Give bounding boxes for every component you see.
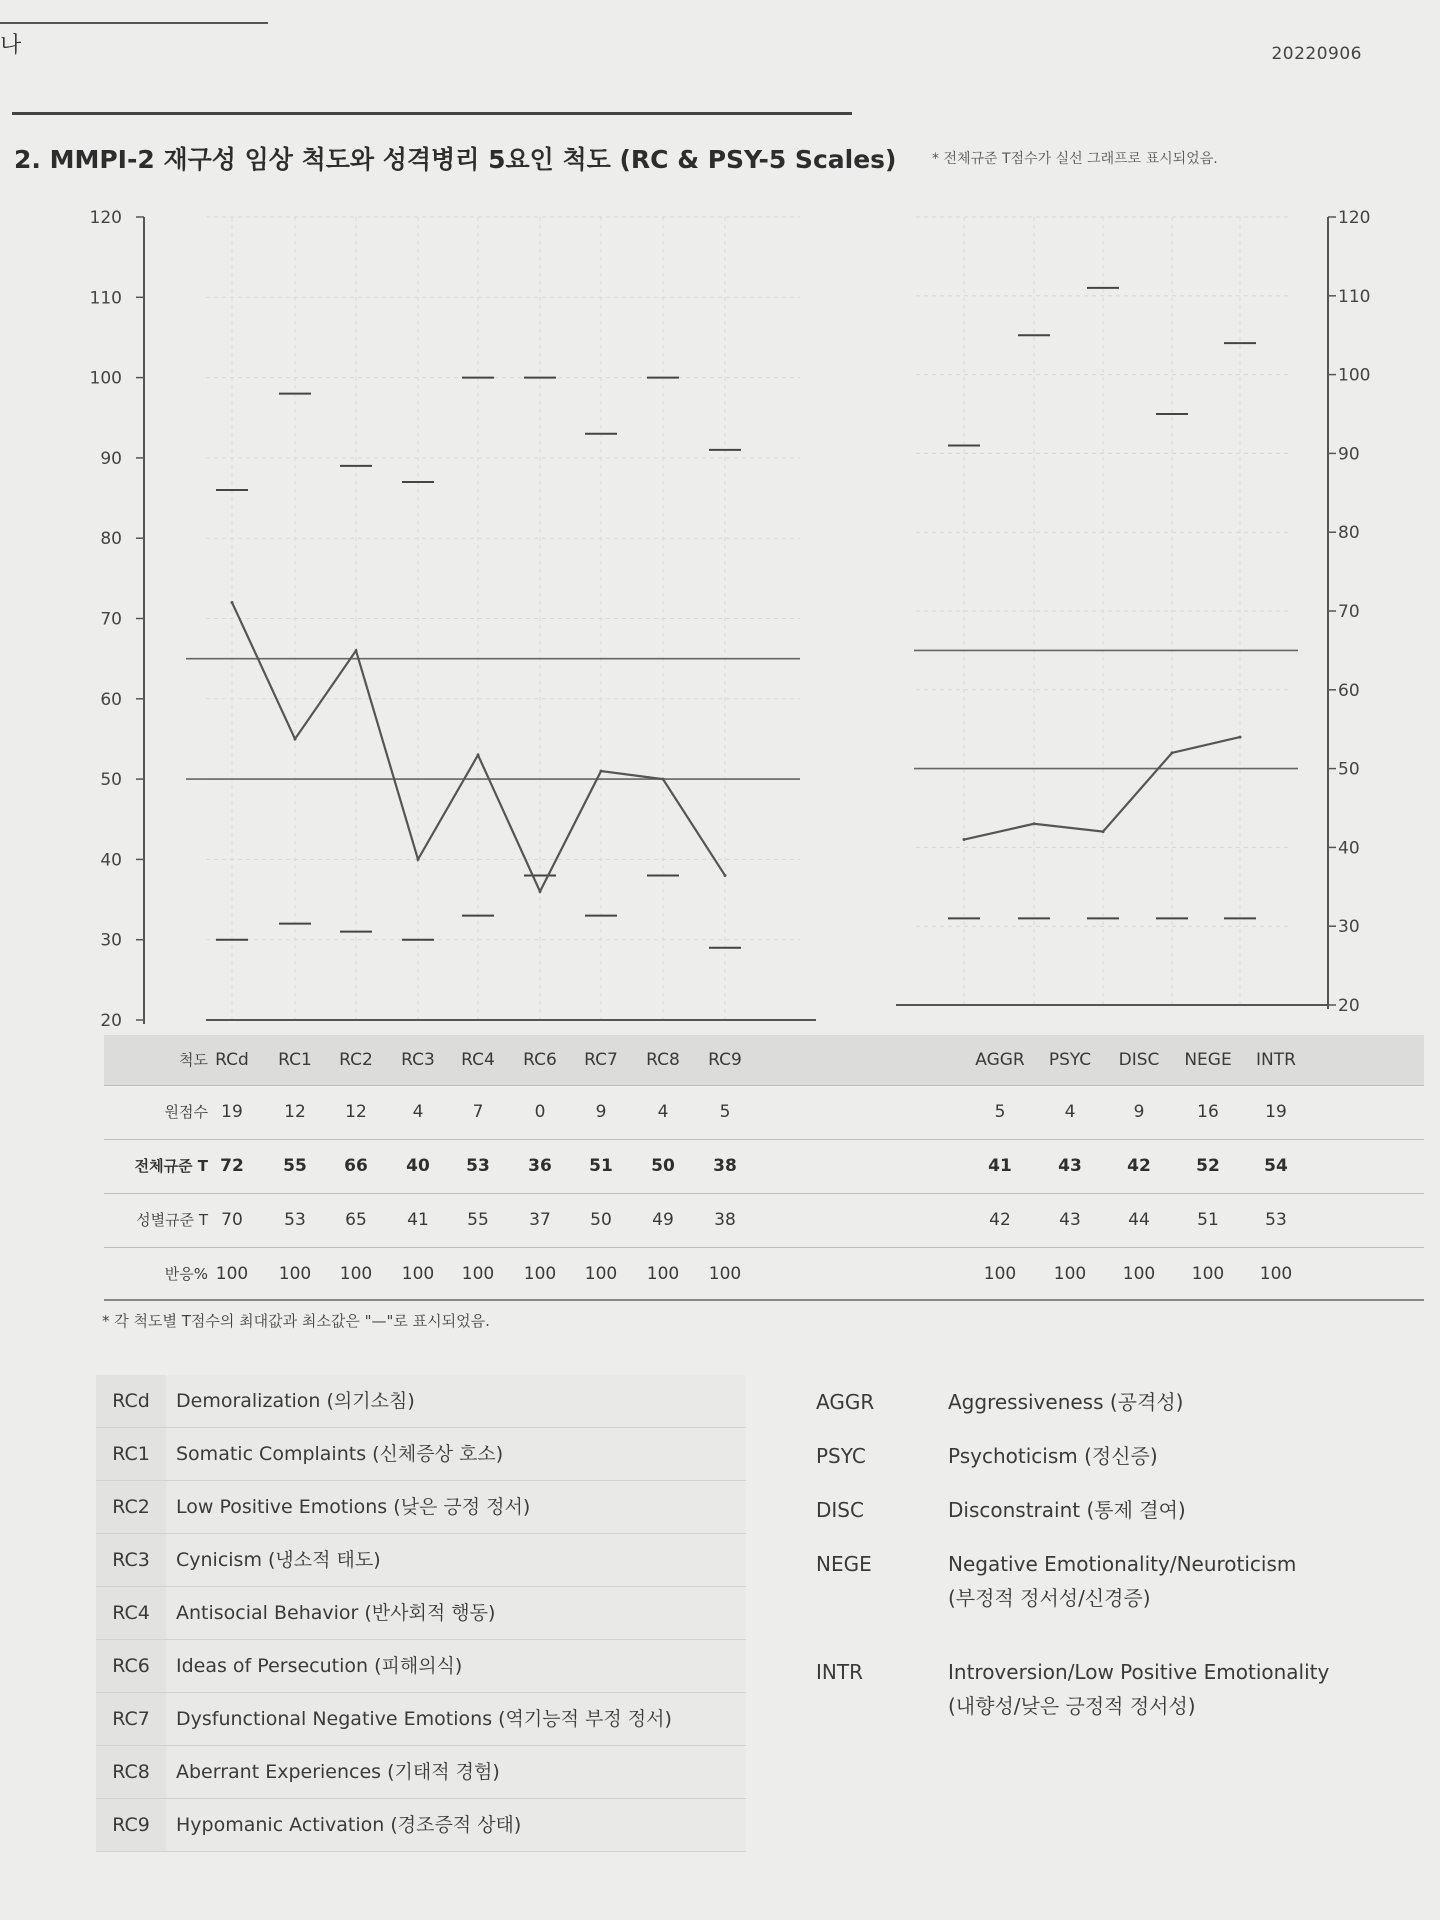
rc-cell-raw: 4 [657,1102,669,1122]
psy5-data-point [963,838,966,841]
rc-cell-raw: 9 [595,1102,607,1122]
rc-cell-total-t: 36 [528,1156,552,1176]
legend-code: RCd [96,1375,166,1427]
row-label-raw: 원점수 [164,1103,208,1121]
legend-description [948,1547,1296,1615]
rc-cell-response: 100 [461,1264,495,1284]
psy5-cell-total-t: 52 [1196,1156,1220,1176]
rc-cell-total-t: 51 [589,1156,613,1176]
rc-y-tick-label: 20 [100,1011,122,1030]
header-fragment: 나 [0,33,22,58]
table-row-response [104,1249,1424,1299]
rc-y-tick-label: 60 [100,689,122,710]
rc-y-tick-label: 100 [89,368,122,389]
rc-cell-raw: 0 [534,1102,546,1122]
rc-y-tick-label: 120 [89,208,122,228]
rc-cell-scales: RC8 [646,1050,680,1070]
rc-cell-total-t: 40 [406,1156,430,1176]
psy5-cell-total-t: 54 [1264,1156,1288,1176]
psy5-y-tick-label: 100 [1338,365,1371,386]
legend-row-rc2 [96,1481,746,1534]
footnote: * 각 척도별 T점수의 최대값과 최소값은 "—"로 표시되었음. [102,1312,490,1330]
psy5-cell-gender-t: 51 [1197,1210,1219,1230]
legend-code: RC9 [96,1799,166,1851]
row-label-gender-t: 성별규준 T [136,1211,208,1229]
rc-cell-gender-t: 65 [345,1210,367,1230]
legend-description: Low Positive Emotions (낮은 긍정 정서) [176,1496,531,1518]
rc-cell-gender-t: 41 [407,1210,429,1230]
psy5-y-tick-label: 90 [1338,444,1360,465]
legend-code: PSYC [816,1444,866,1468]
rc-cell-scales: RC2 [339,1050,373,1070]
document-date: 20220906 [1271,44,1362,64]
psy5-y-tick-label: 50 [1338,759,1360,780]
rc-cell-total-t: 50 [651,1156,675,1176]
psy5-cell-raw: 19 [1265,1102,1287,1122]
legend-code: INTR [816,1660,863,1684]
legend-code: RC6 [96,1640,166,1692]
psy5-cell-gender-t: 42 [989,1210,1011,1230]
legend-code: RC2 [96,1481,166,1533]
legend-row-rcd [96,1375,746,1428]
psy5-cell-total-t: 41 [988,1156,1012,1176]
psy5-cell-response: 100 [1122,1264,1156,1284]
rc-cell-response: 100 [708,1264,742,1284]
psy5-cell-scales: INTR [1256,1050,1296,1070]
row-divider [104,1085,1424,1086]
psy5-data-point [1102,830,1105,833]
rc-data-point [355,649,358,652]
legend-description-line: (내향성/낮은 긍정적 정서성) [948,1694,1196,1718]
legend-description [948,1493,1186,1527]
psy5-y-tick-label: 120 [1338,208,1371,228]
rc-cell-total-t: 53 [466,1156,490,1176]
row-label-response: 반응% [164,1265,208,1283]
rc-cell-scales: RC6 [523,1050,557,1070]
rc-cell-response: 100 [523,1264,557,1284]
rc-y-tick-label: 70 [100,609,122,630]
rc-cell-gender-t: 70 [221,1210,243,1230]
rc-data-point [724,874,727,877]
psy5-cell-raw: 5 [994,1102,1006,1122]
psy5-data-point [1171,751,1174,754]
rc-cell-raw: 12 [284,1102,306,1122]
row-divider [104,1247,1424,1248]
rc-cell-response: 100 [584,1264,618,1284]
rc-cell-total-t: 66 [344,1156,368,1176]
rc-cell-scales: RC4 [461,1050,495,1070]
legend-description: Dysfunctional Negative Emotions (역기능적 부정 정서) [176,1708,672,1730]
rc-data-point [477,754,480,757]
rc-cell-gender-t: 55 [467,1210,489,1230]
psy5-y-tick-label: 60 [1338,680,1360,701]
legend-row-rc3 [96,1534,746,1587]
rc-cell-gender-t: 53 [284,1210,306,1230]
rc-cell-scales: RC1 [278,1050,312,1070]
rc-y-tick-label: 80 [100,529,122,550]
psy5-y-tick-label: 70 [1338,602,1360,622]
legend-code: RC1 [96,1428,166,1480]
rc-cell-response: 100 [278,1264,312,1284]
psy5-cell-gender-t: 44 [1128,1210,1150,1230]
rc-cell-raw: 4 [412,1102,424,1122]
table-row-total-t [104,1141,1424,1191]
rc-cell-response: 100 [401,1264,435,1284]
table-bottom-rule [104,1299,1424,1301]
chart-note: * 전체규준 T점수가 실선 그래프로 표시되었음. [932,151,1218,167]
legend-description-line: (부정적 정서성/신경증) [948,1586,1151,1610]
legend-code: NEGE [816,1552,872,1576]
legend-code: RC7 [96,1693,166,1745]
rc-cell-raw: 5 [719,1102,731,1122]
legend-code: AGGR [816,1390,875,1414]
legend-row-rc4 [96,1587,746,1640]
psy5-cell-raw: 4 [1064,1102,1076,1122]
legend-row-rc6 [96,1640,746,1693]
rc-cell-raw: 12 [345,1102,367,1122]
row-label-total-t: 전체규준 T [134,1157,208,1175]
rc-cell-scales: RCd [215,1050,249,1070]
legend-description: Cynicism (냉소적 태도) [176,1549,381,1571]
psy5-cell-gender-t: 43 [1059,1210,1081,1230]
rc-data-point [600,770,603,773]
psy5-y-tick-label: 20 [1338,996,1360,1016]
psy5-cell-scales: DISC [1118,1050,1160,1070]
psy5-y-tick-label: 40 [1338,838,1360,859]
legend-code: RC8 [96,1746,166,1798]
legend-description [948,1655,1329,1723]
legend-description: Ideas of Persecution (피해의식) [176,1655,463,1677]
legend-description: Somatic Complaints (신체증상 호소) [176,1443,504,1465]
rc-data-point [294,737,297,740]
legend-description-line: Aggressiveness (공격성) [948,1390,1184,1414]
legend-description [948,1385,1183,1419]
top-rule [0,22,268,24]
table-row-raw [104,1087,1424,1137]
legend-description: Antisocial Behavior (반사회적 행동) [176,1602,496,1624]
rc-cell-total-t: 38 [713,1156,737,1176]
psy5-cell-response: 100 [983,1264,1017,1284]
rc-cell-scales: RC3 [401,1050,435,1070]
legend-description: Aberrant Experiences (기태적 경험) [176,1761,500,1783]
legend-code: RC4 [96,1587,166,1639]
psy5-cell-scales: AGGR [975,1050,1025,1070]
rc-data-point [662,778,665,781]
psy5-cell-total-t: 43 [1058,1156,1082,1176]
psy5-cell-raw: 16 [1197,1102,1219,1122]
rc-cell-gender-t: 49 [652,1210,674,1230]
rc-cell-scales: RC9 [708,1050,742,1070]
rc-y-tick-label: 110 [89,288,122,309]
legend-description-line: Disconstraint (통제 결여) [948,1498,1186,1522]
title-rule [12,112,852,115]
rc-cell-gender-t: 37 [529,1210,551,1230]
psy5-cell-scales: NEGE [1184,1050,1232,1070]
rc-cell-raw: 19 [221,1102,243,1122]
psy5-cell-raw: 9 [1133,1102,1145,1122]
legend-code: DISC [816,1498,864,1522]
rc-psy5-chart [0,190,1440,1030]
psy5-cell-gender-t: 53 [1265,1210,1287,1230]
row-label-scale: 척도 [179,1051,208,1069]
legend-description [948,1439,1158,1473]
rc-cell-gender-t: 38 [714,1210,736,1230]
psy5-y-tick-label: 110 [1338,286,1371,307]
psy5-data-point [1239,736,1242,739]
legend-description: Hypomanic Activation (경조증적 상태) [176,1814,522,1836]
legend-row-rc8 [96,1746,746,1799]
page-title: 2. MMPI-2 재구성 임상 척도와 성격병리 5요인 척도 (RC & PSY-5 Scales) [14,145,897,174]
row-divider [104,1139,1424,1140]
legend-description-line: Introversion/Low Positive Emotionality [948,1660,1330,1684]
rc-y-tick-label: 40 [100,850,122,871]
psy5-cell-response: 100 [1259,1264,1293,1284]
legend-code: RC3 [96,1534,166,1586]
rc-y-tick-label: 50 [100,770,122,791]
legend-row-rc9 [96,1799,746,1852]
rc-data-point [539,890,542,893]
row-divider [104,1193,1424,1194]
rc-cell-total-t: 55 [283,1156,307,1176]
psy5-y-tick-label: 30 [1338,917,1360,938]
rc-data-point [231,601,234,604]
rc-y-tick-label: 30 [100,930,122,951]
psy5-cell-total-t: 42 [1127,1156,1151,1176]
legend-row-rc7 [96,1693,746,1746]
psy5-y-tick-label: 80 [1338,523,1360,544]
table-header-row [104,1035,1424,1085]
psy5-total-t-line [964,737,1240,839]
rc-data-point [417,858,420,861]
psy5-cell-response: 100 [1053,1264,1087,1284]
rc-y-tick-label: 90 [100,448,122,469]
psy5-cell-response: 100 [1191,1264,1225,1284]
legend-description-line: Psychoticism (정신증) [948,1444,1158,1468]
rc-cell-response: 100 [215,1264,249,1284]
rc-cell-scales: RC7 [584,1050,618,1070]
legend-description: Demoralization (의기소침) [176,1390,415,1412]
rc-cell-gender-t: 50 [590,1210,612,1230]
table-row-gender-t [104,1195,1424,1245]
rc-cell-raw: 7 [472,1102,484,1122]
legend-row-rc1 [96,1428,746,1481]
psy5-data-point [1033,822,1036,825]
psy5-cell-scales: PSYC [1048,1050,1092,1070]
legend-description-line: Negative Emotionality/Neuroticism [948,1552,1297,1576]
rc-cell-response: 100 [339,1264,373,1284]
rc-cell-total-t: 72 [220,1156,244,1176]
rc-cell-response: 100 [646,1264,680,1284]
